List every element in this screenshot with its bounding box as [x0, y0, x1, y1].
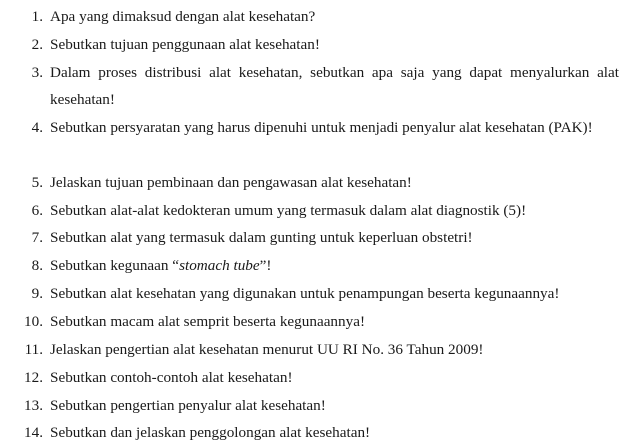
item-text-italic: stomach tube	[179, 257, 260, 274]
item-number: 4.	[31, 119, 43, 136]
item-text: Dalam proses distribusi alat kesehatan, sebutkan apa saja yang dapat menyalurkan alat kesehatan!	[50, 64, 619, 108]
item-number: 1.	[31, 8, 43, 25]
item-text: Sebutkan tujuan penggunaan alat kesehatan!	[50, 36, 320, 53]
item-number: 10.	[24, 313, 43, 330]
item-number: 12.	[24, 369, 43, 386]
item-text-before: Sebutkan kegunaan “	[50, 257, 180, 274]
item-number: 3.	[31, 64, 43, 81]
item-text: Sebutkan macam alat semprit beserta kegunaannya!	[50, 313, 366, 330]
item-number: 14.	[24, 424, 43, 441]
item-text: Sebutkan dan jelaskan penggolongan alat kesehatan!	[50, 424, 371, 441]
item-text-after: ”!	[259, 257, 272, 274]
item-number: 13.	[24, 397, 43, 414]
item-text: Jelaskan tujuan pembinaan dan pengawasan alat kesehatan!	[50, 174, 412, 191]
item-number: 6.	[31, 202, 43, 219]
item-number: 9.	[31, 285, 43, 302]
item-number: 5.	[31, 174, 43, 191]
item-text: Sebutkan alat yang termasuk dalam gunting untuk keperluan obstetri!	[50, 229, 473, 246]
item-number: 11.	[24, 341, 43, 358]
item-text: Sebutkan alat-alat kedokteran umum yang termasuk dalam alat diagnostik (5)!	[50, 202, 527, 219]
item-number: 7.	[31, 229, 43, 246]
item-text: Sebutkan pengertian penyalur alat kesehatan!	[50, 397, 326, 414]
item-number: 2.	[31, 36, 43, 53]
item-text: Jelaskan pengertian alat kesehatan menurut UU RI No. 36 Tahun 2009!	[50, 341, 484, 358]
item-text: Sebutkan contoh-contoh alat kesehatan!	[50, 369, 293, 386]
item-number: 8.	[31, 257, 43, 274]
item-text: Sebutkan persyaratan yang harus dipenuhi untuk menjadi penyalur alat kesehatan (PAK)!	[50, 119, 593, 136]
item-text	[50, 252, 619, 279]
item-text: Apa yang dimaksud dengan alat kesehatan?	[50, 8, 316, 25]
item-text: Sebutkan alat kesehatan yang digunakan untuk penampungan beserta kegunaannya!	[50, 285, 560, 302]
